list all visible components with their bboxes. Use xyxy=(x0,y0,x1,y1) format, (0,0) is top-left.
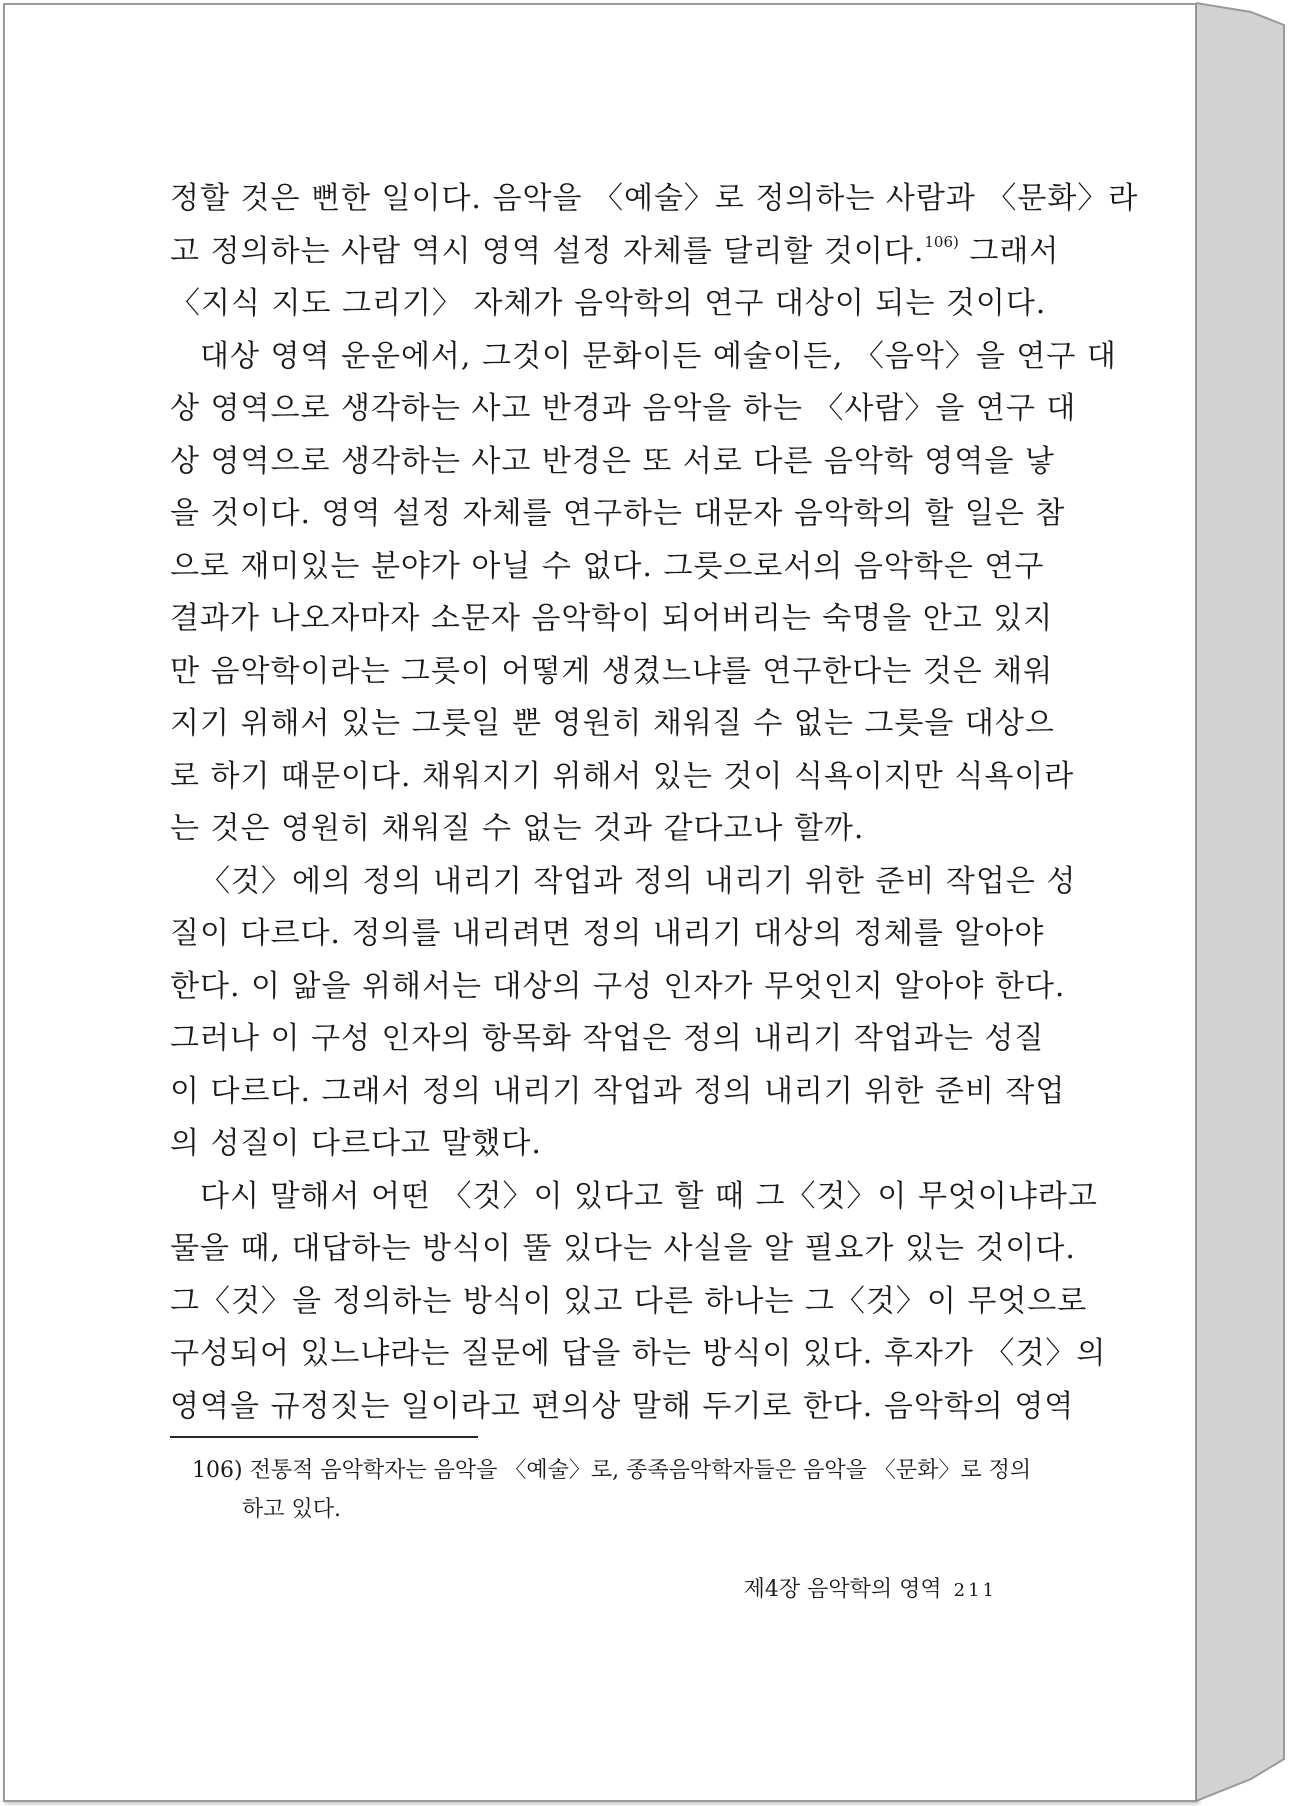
footnote-number: 106) xyxy=(192,1458,243,1483)
text-line: 한다. 이 앎을 위해서는 대상의 구성 인자가 무엇인지 알아야 한다. xyxy=(170,968,1066,1004)
text-line-with-footnote-ref xyxy=(170,226,1060,279)
text-line: 그〈것〉을 정의하는 방식이 있고 다른 하나는 그〈것〉이 무엇으로 xyxy=(170,1283,1088,1319)
chapter-title: 제4장 음악학의 영역 xyxy=(743,1577,942,1602)
footnote-divider xyxy=(170,1436,478,1438)
text-line: 의 성질이 다르다고 말했다. xyxy=(170,1126,542,1161)
footnote xyxy=(192,1451,1030,1529)
text-line: 을 것이다. 영역 설정 자체를 연구하는 대문자 음악학의 할 일은 참 xyxy=(170,496,1066,531)
text-line: 는 것은 영원히 채워질 수 없는 것과 같다고나 할까. xyxy=(170,811,865,846)
text-line: 상 영역으로 생각하는 사고 반경은 또 서로 다른 음악학 영역을 낳 xyxy=(170,443,1055,479)
text-line-segment: 그래서 xyxy=(969,233,1060,269)
footnote-text: 전통적 음악학자는 음악을 〈예술〉로, 종족음악학자들은 음악을 〈문화〉로 정의 xyxy=(249,1458,1032,1483)
footnote-line xyxy=(192,1451,1030,1490)
text-line: 〈지식 지도 그리기〉 자체가 음악학의 연구 대상이 되는 것이다. xyxy=(170,286,1047,321)
text-line: 으로 재미있는 분야가 아닐 수 없다. 그릇으로서의 음악학은 연구 xyxy=(170,548,1045,584)
text-line: 그러나 이 구성 인자의 항목화 작업은 정의 내리기 작업과는 성질 xyxy=(170,1021,1045,1056)
page-number: 211 xyxy=(953,1580,997,1601)
text-line: 이 다르다. 그래서 정의 내리기 작업과 정의 내리기 위한 준비 작업 xyxy=(170,1073,1066,1109)
text-line: 질이 다르다. 정의를 내리려면 정의 내리기 대상의 정체를 알아야 xyxy=(170,916,1045,951)
text-line: 정할 것은 뻔한 일이다. 음악을 〈예술〉로 정의하는 사람과 〈문화〉라 xyxy=(170,181,1139,216)
text-line-segment: 고 정의하는 사람 역시 영역 설정 자체를 달리할 것이다. xyxy=(170,233,925,269)
footnote-line: 하고 있다. xyxy=(242,1497,341,1522)
text-line: 만 음악학이라는 그릇이 어떻게 생겼느냐를 연구한다는 것은 채워 xyxy=(170,653,1054,689)
text-line: 로 하기 때문이다. 채워지기 위해서 있는 것이 식욕이지만 식욕이라 xyxy=(170,758,1075,794)
page-stack-edge xyxy=(1196,0,1289,1806)
text-line: 영역을 규정짓는 일이라고 편의상 말해 두기로 한다. 음악학의 영역 xyxy=(170,1388,1075,1424)
text-line: 〈것〉에의 정의 내리기 작업과 정의 내리기 위한 준비 작업은 성 xyxy=(200,863,1077,899)
text-line: 구성되어 있느냐라는 질문에 답을 하는 방식이 있다. 후자가 〈것〉의 xyxy=(170,1336,1107,1371)
text-line: 대상 영역 운운에서, 그것이 문화이든 예술이든, 〈음악〉을 연구 대 xyxy=(200,338,1117,374)
body-text xyxy=(170,173,1139,1433)
text-line: 지기 위해서 있는 그릇일 뿐 영원히 채워질 수 없는 그릇을 대상으 xyxy=(170,706,1055,741)
text-line: 다시 말해서 어떤 〈것〉이 있다고 할 때 그〈것〉이 무엇이냐라고 xyxy=(200,1178,1098,1214)
text-line: 물을 때, 대답하는 방식이 뚤 있다는 사실을 알 필요가 있는 것이다. xyxy=(170,1231,1076,1266)
footnote-reference[interactable]: 106) xyxy=(924,232,959,251)
running-footer xyxy=(744,1572,997,1603)
text-line: 결과가 나오자마자 소문자 음악학이 되어버리는 숙명을 안고 있지 xyxy=(170,601,1054,636)
text-line: 상 영역으로 생각하는 사고 반경과 음악을 하는 〈사람〉을 연구 대 xyxy=(170,391,1077,426)
